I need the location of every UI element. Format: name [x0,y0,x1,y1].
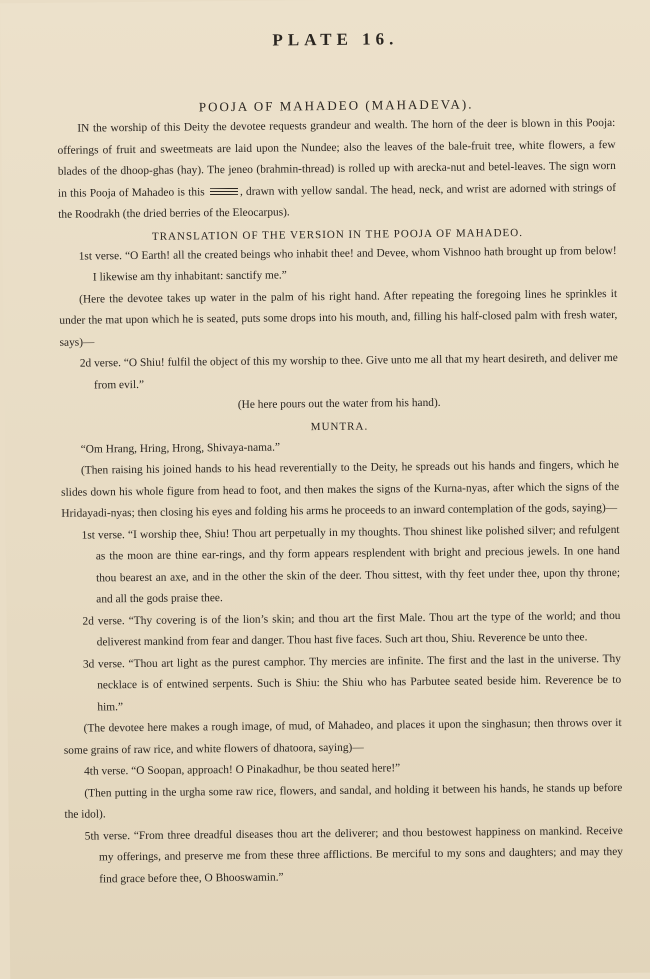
plate-title: PLATE 16. [272,29,399,50]
instruction-note-2: (He here pours out the water from his hand). [237,396,441,411]
muntra-heading: MUNTRA. [310,420,369,433]
verse-3: 3d verse. “Thou art light as the purest camphor. Thy mercies are infinite. The first and the last in the universe. Thy necklace is of entwined serpents. Such is Shiu: the Shiu who has Parbutee seated beside him. Reverence be to him.” [82,652,622,713]
intro-text-continued: , drawn with yellow sandal. The head, neck, and wrist are adorned with strings of the Roodrakh (the dried berries of the Eleocarpus). [58,181,617,221]
instruction-note-3: (Then raising his joined hands to his head reverentially to the Deity, he spreads out his hands and fingers, which he slides down his whole figure from head to foot, and then makes the signs of the Kurna-nyas, after which the signs of the Hridayadi-nyas; then closing his eyes and folding his arms he proceeds to an inward contemplation of the gods, saying)— [61,458,620,520]
verse-1-second: 1st verse. “I worship thee, Shiu! Thou art perpetually in my thoughts. Thou shinest like polished silver; and refulgent as the moon are thine ear-rings, and thy form appears resplendent with bright and precious jewels. In one hand thou bearest an axe, and in the other the skin of the deer. Thou sittest, with thy feet under thee, upon thy throne; and all the gods praise thee. [81,523,621,606]
intro-paragraph [57,113,616,226]
verse-2-second: 2d verse. “Thy covering is of the lion’s skin; and thou art the first Male. Thou art the type of the world; and thou deliverest mankind from fear and danger. Thou hast five faces. Such art thou, Shiu. Reverence be unto thee. [82,609,621,649]
section-heading: POOJA OF MAHADEO (MAHADEVA). [198,96,474,115]
verse-2-first: 2d verse. “O Shiu! fulfil the object of this my worship to thee. Give unto me all that my heart desireth, and deliver me from evil.” [79,351,618,391]
instruction-note-1: (Here the devotee takes up water in the palm of his right hand. After repeating the foregoing lines he sprinkles it under the mat upon which he is seated, puts some drops into his mouth, and, filling his half-closed palm with fresh water, says)— [59,287,618,349]
verse-5: 5th verse. “From three dreadful diseases thou art the deliverer; and thou bestowest happiness on mankind. Receive my offerings, and preserve me from these three afflictions. Be merciful to my sons and daughters; and may they find grace before thee, O Bhooswamin.” [84,824,624,885]
instruction-note-5: (Then putting in the urgha some raw rice, flowers, and sandal, and holding it between his hands, he stands up before the idol). [64,781,623,821]
translation-heading: TRANSLATION OF THE VERSION IN THE POOJA OF MAHADEO. [151,226,523,243]
sign-mark-icon [210,188,238,195]
verse-1-first: 1st verse. “O Earth! all the created beings who inhabit thee! and Devee, whom Vishnoo hath brought up from below! I likewise am thy inhabitant: sanctify me.” [78,244,617,284]
instruction-note-4: (The devotee here makes a rough image, of mud, of Mahadeo, and places it upon the singhasun; then throws over it some grains of raw rice, and white flowers of dhatoora, saying)— [63,716,622,757]
muntra-text: “Om Hrang, Hring, Hrong, Shivaya-nama.” [80,440,281,456]
verse-4: 4th verse. “O Soopan, approach! O Pinakadhur, be thou seated here!” [84,762,401,778]
intro-text: IN the worship of this Deity the devotee requests grandeur and wealth. The horn of the deer is blown in this Pooja: offerings of fruit and sweetmeats are laid upon the Nundee; also the leaves of the bale-fruit tree, white flowers, a few blades of the dhoop-ghas (hay). The jeneo (brahmin-thread) is rolled up with arecka-nut and betel-leaves. The sign worn in this Pooja of Mahadeo is this [57,116,616,200]
